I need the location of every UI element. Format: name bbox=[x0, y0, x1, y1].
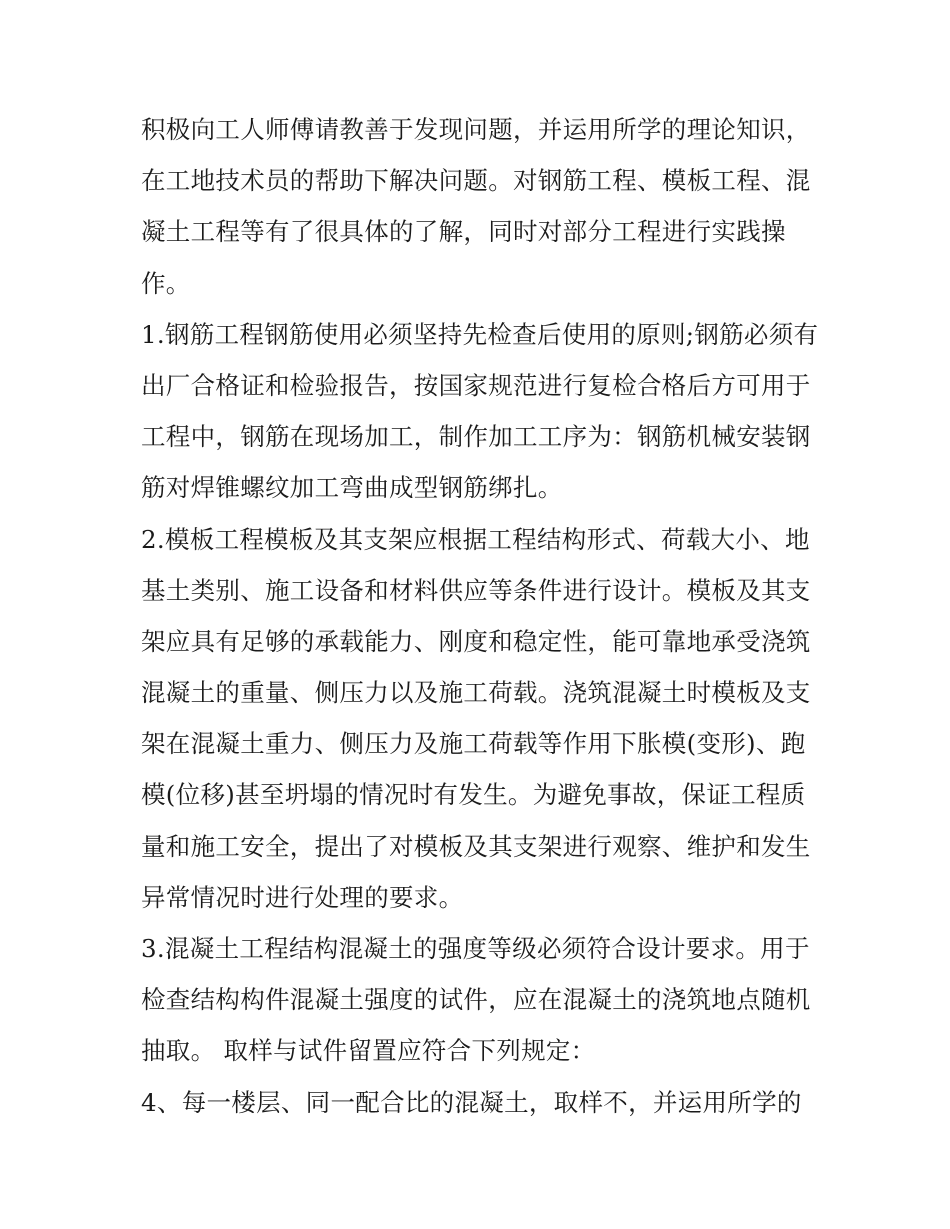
body-text bbox=[141, 104, 821, 1128]
text-line: 异常情况时进行处理的要求。 bbox=[141, 882, 464, 912]
text-line: 检查结构构件混凝土强度的试件，应在混凝土的浇筑地点随机 bbox=[141, 985, 811, 1015]
text-line: 4、每一楼层、同一配合比的混凝土，取样不，并运用所学的 bbox=[141, 1087, 802, 1117]
text-line: 出厂合格证和检验报告，按国家规范进行复检合格后方可用于 bbox=[141, 370, 811, 400]
text-line: 混凝土的重量、侧压力以及施工荷载。浇筑混凝土时模板及支 bbox=[141, 678, 811, 708]
text-line: 凝土工程等有了很具体的了解，同时对部分工程进行实践操 bbox=[141, 217, 786, 247]
text-line: 抽取。 取样与试件留置应符合下列规定： bbox=[141, 1036, 596, 1066]
text-line: 1.钢筋工程钢筋使用必须坚持先检查后使用的原则;钢筋必须有 bbox=[141, 319, 819, 349]
text-line: 量和施工安全，提出了对模板及其支架进行观察、维护和发生 bbox=[141, 831, 811, 861]
text-line: 作。 bbox=[141, 268, 191, 298]
text-line: 架在混凝土重力、侧压力及施工荷载等作用下胀模(变形)、跑 bbox=[141, 729, 806, 759]
text-line: 3.混凝土工程结构混凝土的强度等级必须符合设计要求。用于 bbox=[141, 934, 810, 963]
text-line: 模(位移)甚至坍塌的情况时有发生。为避免事故，保证工程质 bbox=[141, 780, 806, 810]
text-line: 架应具有足够的承载能力、刚度和稳定性，能可靠地承受浇筑 bbox=[141, 626, 811, 656]
text-line: 基土类别、施工设备和材料供应等条件进行设计。模板及其支 bbox=[141, 575, 811, 605]
text-line: 积极向工人师傅请教善于发现问题，并运用所学的理论知识， bbox=[141, 115, 811, 144]
text-line: 在工地技术员的帮助下解决问题。对钢筋工程、模板工程、混 bbox=[141, 166, 811, 196]
text-line: 工程中，钢筋在现场加工，制作加工工序为：钢筋机械安装钢 bbox=[141, 422, 811, 452]
text-line: 2.模板工程模板及其支架应根据工程结构形式、荷载大小、地 bbox=[141, 524, 810, 554]
text-line: 筋对焊锥螺纹加工弯曲成型钢筋绑扎。 bbox=[141, 473, 563, 503]
